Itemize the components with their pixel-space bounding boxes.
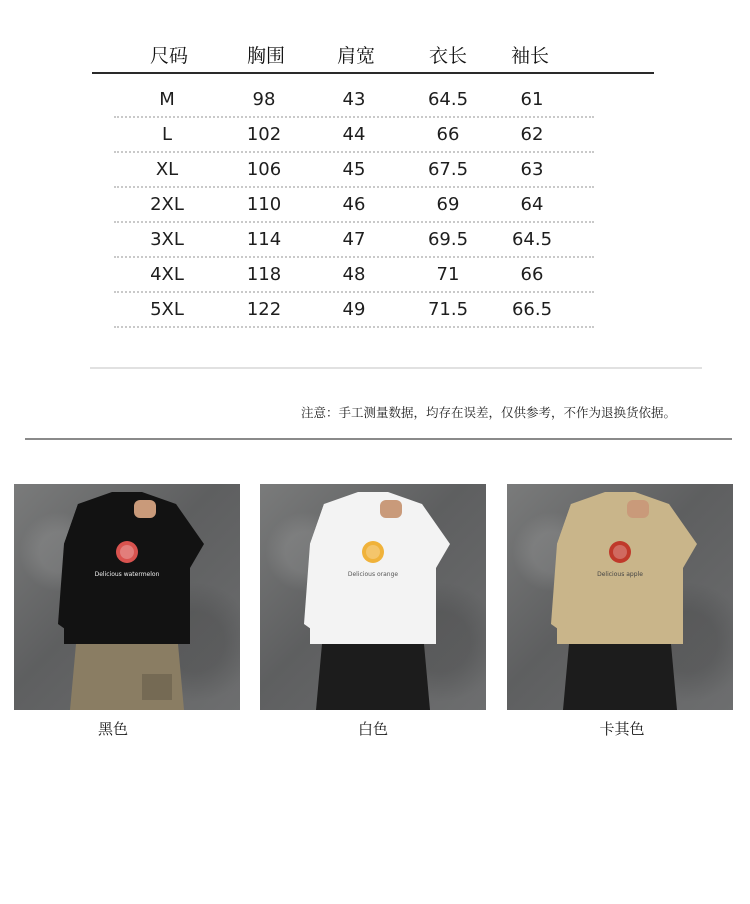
table-row <box>92 258 654 293</box>
cell-sleeve: 64.5 <box>511 229 553 250</box>
fruit-print-highlight <box>613 545 627 559</box>
product-photo-white[interactable] <box>260 484 486 710</box>
cell-chest: 106 <box>246 159 282 180</box>
color-label-khaki: 卡其色 <box>599 720 645 738</box>
measurement-note: 注意：手工测量数据，均存在误差，仅供参考，不作为退换货依据。 <box>300 405 676 420</box>
pants <box>316 644 430 710</box>
table-row <box>92 118 654 153</box>
header-divider <box>92 72 654 74</box>
table-row <box>92 293 654 328</box>
cell-chest: 122 <box>246 299 282 320</box>
product-photo-black[interactable] <box>14 484 240 710</box>
cell-sleeve: 66.5 <box>511 299 553 320</box>
model-illustration <box>260 484 486 710</box>
hand <box>380 500 402 518</box>
cell-shoulder: 49 <box>342 299 366 320</box>
shirt-body <box>64 492 190 644</box>
shirt-body <box>310 492 436 644</box>
cell-chest: 114 <box>246 229 282 250</box>
cell-size: M <box>159 89 175 110</box>
row-separator <box>114 326 594 328</box>
pants-pocket <box>142 674 172 700</box>
hand <box>134 500 156 518</box>
cell-sleeve: 66 <box>520 264 544 285</box>
hand <box>627 500 649 518</box>
table-row <box>92 83 654 118</box>
cell-size: 4XL <box>150 264 184 285</box>
cell-sleeve: 63 <box>520 159 544 180</box>
fruit-print-highlight <box>366 545 380 559</box>
print-text: Delicious watermelon <box>94 571 160 578</box>
cell-length: 69 <box>436 194 460 215</box>
print-text: Delicious orange <box>347 571 399 578</box>
table-row <box>92 223 654 258</box>
cell-shoulder: 47 <box>342 229 366 250</box>
color-label-black: 黑色 <box>97 720 129 738</box>
cell-length: 66 <box>436 124 460 145</box>
section-divider-light <box>90 367 702 369</box>
cell-size: XL <box>155 159 179 180</box>
cell-sleeve: 62 <box>520 124 544 145</box>
cell-size: 2XL <box>150 194 184 215</box>
color-label-white: 白色 <box>357 720 389 738</box>
cell-length: 69.5 <box>427 229 469 250</box>
cell-shoulder: 44 <box>342 124 366 145</box>
header-sleeve: 袖长 <box>510 45 550 67</box>
cell-length: 71.5 <box>427 299 469 320</box>
cell-shoulder: 48 <box>342 264 366 285</box>
cell-chest: 98 <box>252 89 276 110</box>
header-size: 尺码 <box>149 45 189 67</box>
cell-length: 67.5 <box>427 159 469 180</box>
header-chest: 胸围 <box>246 45 286 67</box>
cell-size: 3XL <box>150 229 184 250</box>
cell-length: 64.5 <box>427 89 469 110</box>
cell-sleeve: 64 <box>520 194 544 215</box>
cell-chest: 118 <box>246 264 282 285</box>
product-photo-khaki[interactable] <box>507 484 733 710</box>
cell-chest: 102 <box>246 124 282 145</box>
shirt-body <box>557 492 683 644</box>
cell-shoulder: 43 <box>342 89 366 110</box>
cell-size: 5XL <box>150 299 184 320</box>
table-row <box>92 153 654 188</box>
cell-size: L <box>161 124 173 145</box>
pants <box>563 644 677 710</box>
print-text: Delicious apple <box>597 571 643 578</box>
section-divider-dark <box>25 438 732 440</box>
cell-shoulder: 45 <box>342 159 366 180</box>
header-length: 衣长 <box>428 45 468 67</box>
cell-length: 71 <box>436 264 460 285</box>
table-row <box>92 188 654 223</box>
header-shoulder: 肩宽 <box>336 45 376 67</box>
model-illustration <box>14 484 240 710</box>
fruit-print-highlight <box>120 545 134 559</box>
cell-shoulder: 46 <box>342 194 366 215</box>
model-illustration <box>507 484 733 710</box>
cell-sleeve: 61 <box>520 89 544 110</box>
cell-chest: 110 <box>246 194 282 215</box>
